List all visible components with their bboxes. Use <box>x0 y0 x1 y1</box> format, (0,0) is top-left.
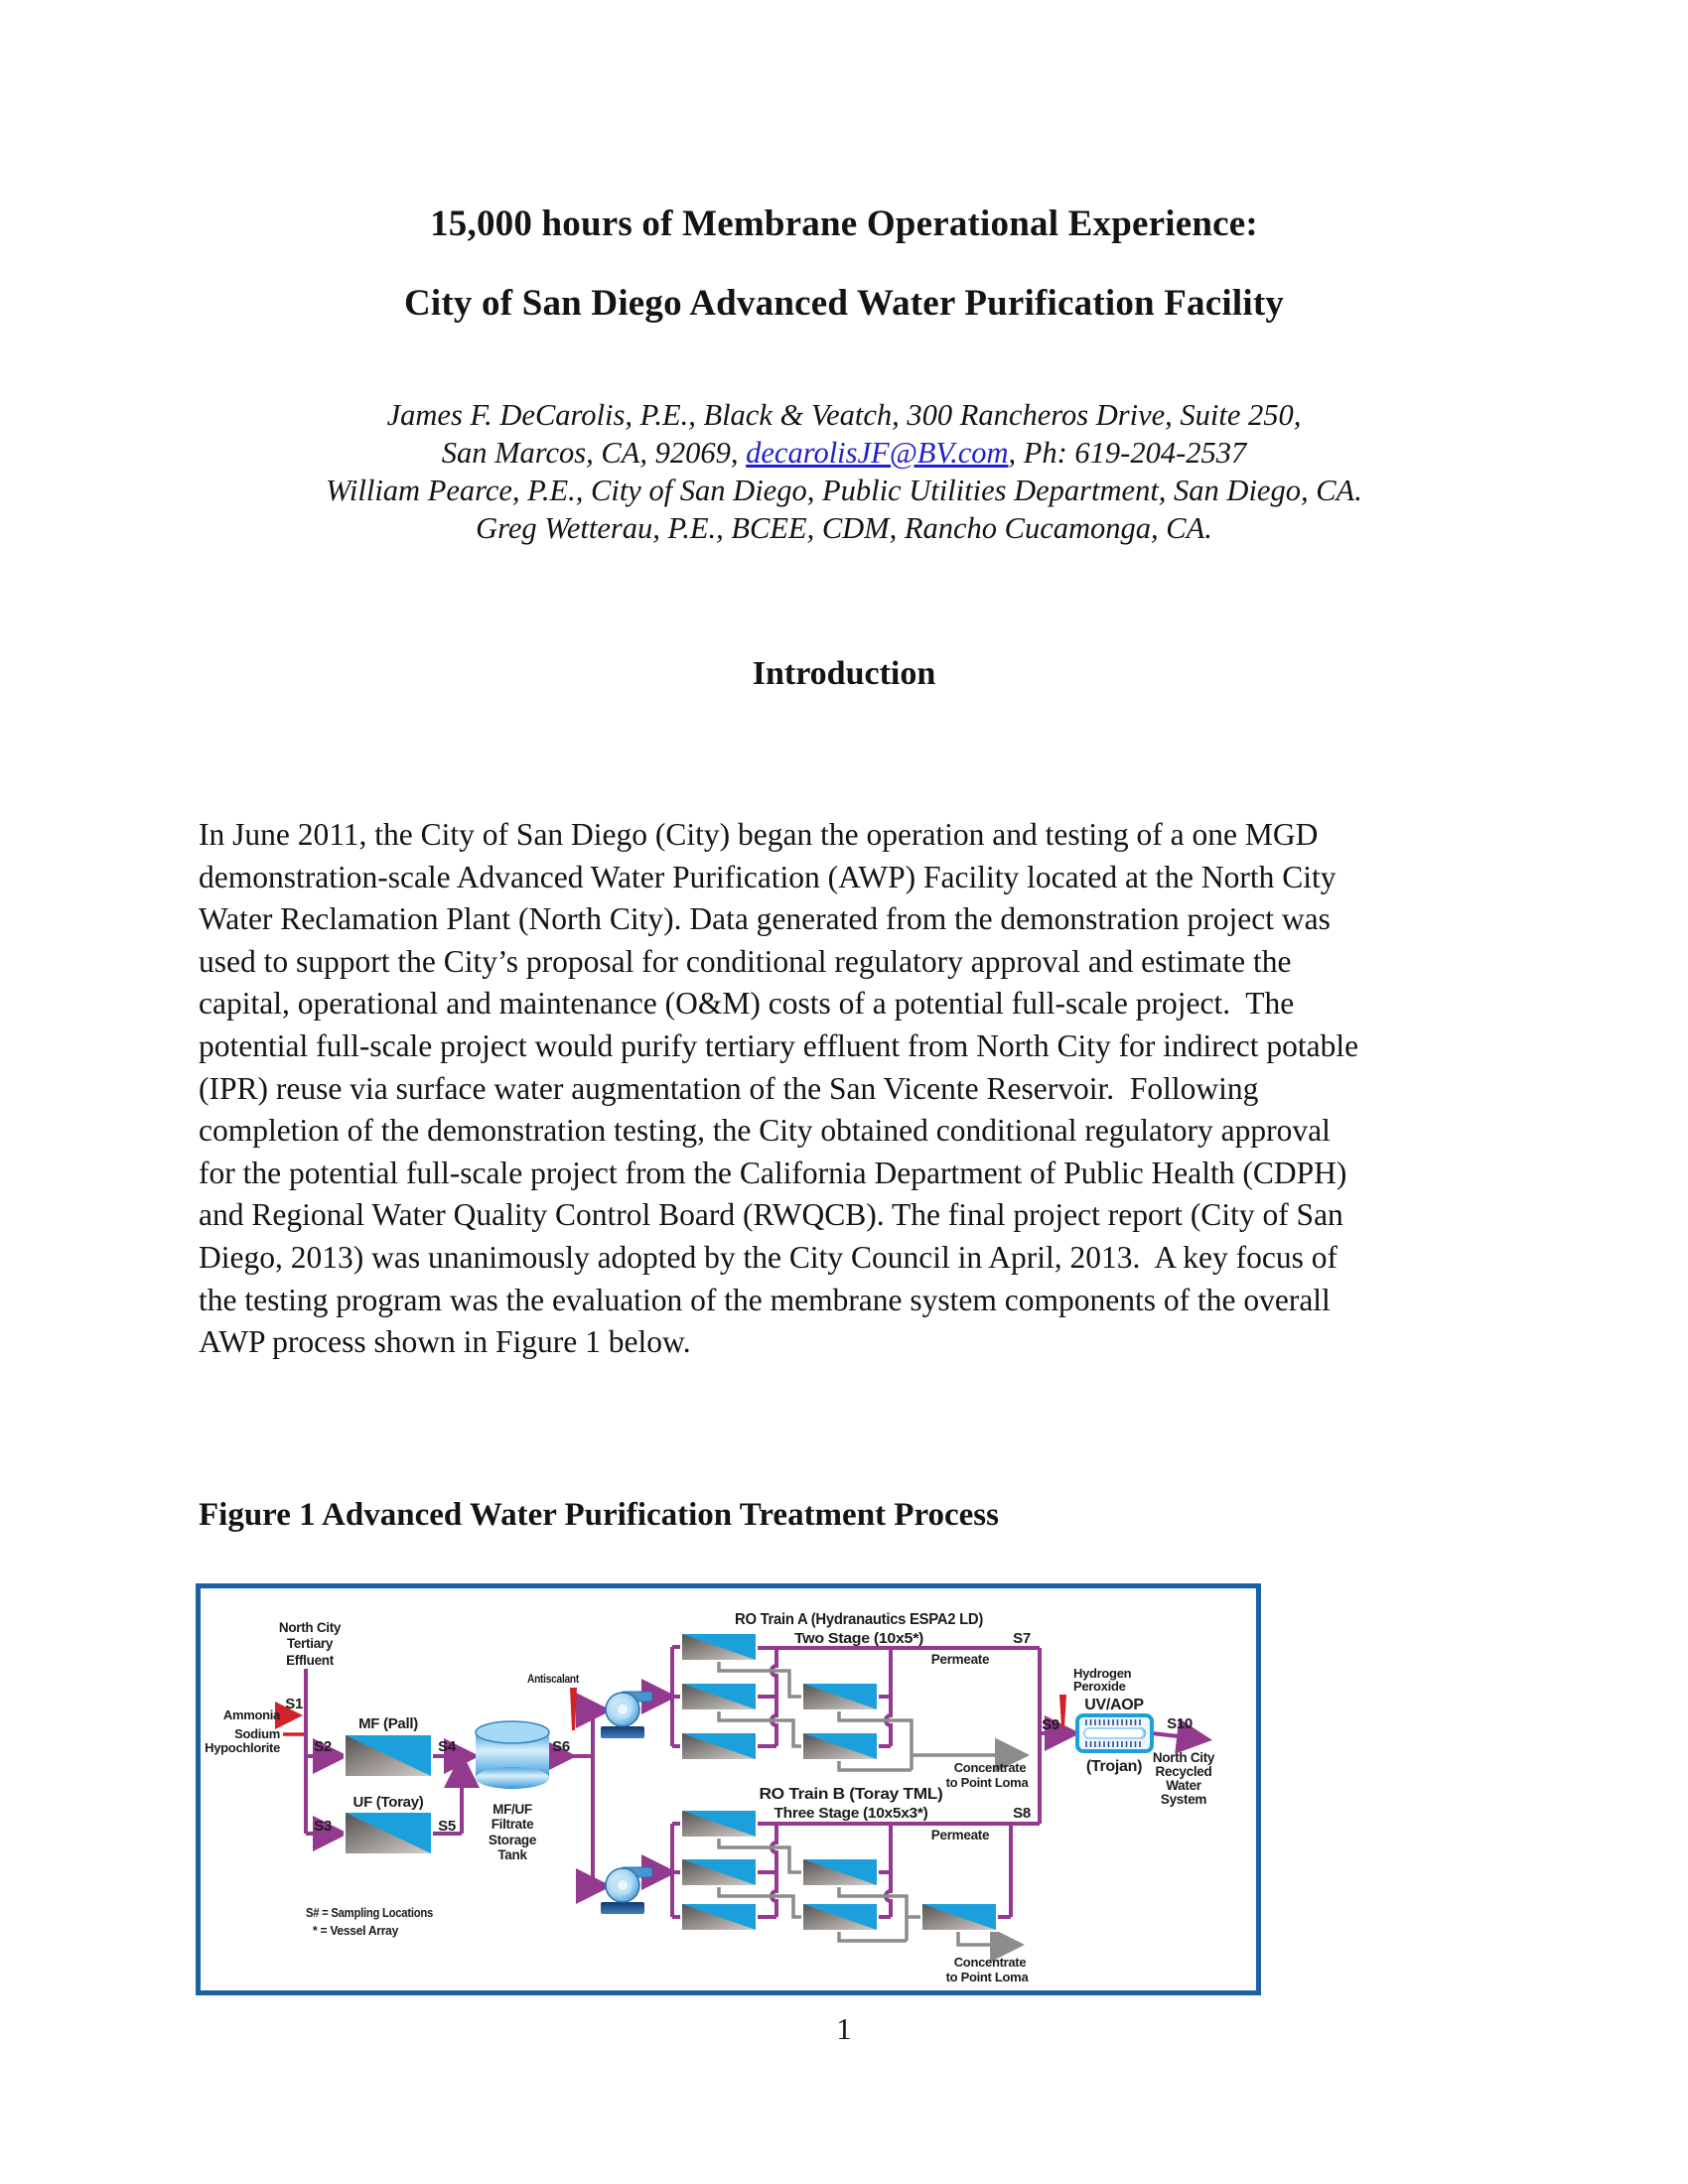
label-train-b-sub: Three Stage (10x5x3*) <box>774 1805 928 1822</box>
uv-reactor-icon <box>1077 1715 1152 1751</box>
ro-a-stage1-box1 <box>681 1633 757 1661</box>
label-concentrate-b-2: to Point Loma <box>945 1970 1029 1984</box>
label-out-2: Recycled <box>1155 1764 1212 1779</box>
b-concentrate-out <box>958 1931 1018 1945</box>
label-s3: S3 <box>314 1818 332 1835</box>
pump-b-icon <box>601 1867 652 1914</box>
ro-b-stage1-box3 <box>681 1903 757 1931</box>
figure-caption: Figure 1 Advanced Water Purification Treatment Process <box>199 1497 999 1533</box>
label-mf: MF (Pall) <box>358 1715 418 1732</box>
paper-title-line1: 15,000 hours of Membrane Operational Experience: <box>430 204 1258 244</box>
ro-b-stage2-box2 <box>802 1903 878 1931</box>
paragraph-line: In June 2011, the City of San Diego (City) began the operation and testing of a one MGD <box>199 817 1319 852</box>
paragraph-line: used to support the City’s proposal for conditional regulatory approval and estimate the <box>199 943 1292 979</box>
label-tank-3: Storage <box>488 1833 537 1847</box>
page-number: 1 <box>836 2011 852 2046</box>
train-a-feed-manifold <box>672 1647 680 1746</box>
label-feed-source-2: Tertiary <box>286 1636 334 1651</box>
author-line-3: William Pearce, P.E., City of San Diego, Public Utilities Department, San Diego, CA. <box>326 474 1362 507</box>
label-tank-4: Tank <box>497 1847 527 1862</box>
train-b-feed-manifold <box>672 1824 680 1917</box>
train-b-stage2-permeate <box>877 1824 891 1917</box>
ro-a-stage2-box2 <box>802 1732 878 1760</box>
label-concentrate-b-1: Concentrate <box>953 1955 1027 1970</box>
paragraph-line: for the potential full-scale project from the California Department of Public Health (CDPH) <box>199 1155 1347 1190</box>
paragraph-line: demonstration-scale Advanced Water Purification (AWP) Facility located at the North City <box>199 859 1336 894</box>
label-concentrate-a-1: Concentrate <box>953 1760 1027 1775</box>
ro-b-stage3-box1 <box>921 1903 997 1931</box>
label-s4: S4 <box>438 1738 456 1755</box>
label-legend-sampling: S# = Sampling Locations <box>306 1905 434 1920</box>
train-a-stage1-permeate <box>757 1648 776 1746</box>
label-trojan: (Trojan) <box>1085 1758 1143 1775</box>
train-a-stage2-permeate <box>877 1648 891 1746</box>
label-feed-source-1: North City <box>278 1620 342 1635</box>
author-line-2-pre: San Marcos, CA, 92069, <box>441 436 747 470</box>
train-b-stage1-permeate <box>757 1824 776 1917</box>
paragraph-line: Water Reclamation Plant (North City). Data generated from the demonstration project was <box>199 901 1331 937</box>
ro-b-stage1-box1 <box>681 1810 757 1838</box>
label-peroxide-1: Hydrogen <box>1073 1666 1132 1681</box>
email-link[interactable]: decarolisJF@BV.com <box>746 436 1009 470</box>
paragraph-line: AWP process shown in Figure 1 below. <box>199 1324 691 1360</box>
paper-title-line2: City of San Diego Advanced Water Purification Facility <box>403 283 1285 324</box>
ro-b-stage2-box1 <box>802 1858 878 1886</box>
process-diagram-svg <box>196 1583 1261 1995</box>
figure-1 <box>196 1583 1261 1995</box>
ro-a-stage1-box3 <box>681 1732 757 1760</box>
label-feed-source-3: Effluent <box>286 1653 334 1668</box>
label-concentrate-a-2: to Point Loma <box>945 1775 1029 1790</box>
label-permeate-a: Permeate <box>930 1652 990 1667</box>
label-s5: S5 <box>438 1818 456 1835</box>
label-permeate-b: Permeate <box>930 1828 990 1843</box>
label-peroxide-2: Peroxide <box>1073 1679 1126 1694</box>
ro-a-stage2-box1 <box>802 1683 878 1710</box>
label-train-a-sub: Two Stage (10x5*) <box>794 1630 924 1647</box>
label-ammonia: Ammonia <box>222 1707 280 1722</box>
label-antiscalant: Antiscalant <box>527 1672 580 1686</box>
label-sodium: Sodium <box>234 1726 280 1741</box>
label-s7: S7 <box>1013 1630 1031 1647</box>
label-hypochlorite: Hypochlorite <box>205 1740 280 1755</box>
ro-b-stage1-box2 <box>681 1858 757 1886</box>
author-line-2-post: , Ph: 619-204-2537 <box>1008 436 1247 470</box>
antiscalant-feed-tick <box>570 1688 577 1730</box>
label-s8: S8 <box>1013 1805 1031 1822</box>
label-tank-2: Filtrate <box>491 1817 534 1832</box>
paragraph-line: capital, operational and maintenance (O&M) costs of a potential full-scale project. The <box>199 986 1295 1022</box>
label-train-a-title: RO Train A (Hydranautics ESPA2 LD) <box>735 1611 983 1628</box>
label-out-4: System <box>1160 1792 1207 1807</box>
author-line-1: James F. DeCarolis, P.E., Black & Veatch, 300 Rancheros Drive, Suite 250, <box>386 398 1302 432</box>
label-uv-aop: UV/AOP <box>1084 1697 1144 1713</box>
label-train-b-title: RO Train B (Toray TML) <box>759 1786 943 1803</box>
paragraph-line: the testing program was the evaluation of the membrane system components of the overall <box>199 1282 1331 1317</box>
intro-paragraph <box>199 814 1499 1364</box>
label-s1: S1 <box>285 1696 303 1712</box>
uf-membrane-box <box>345 1812 432 1854</box>
peroxide-feed-tick <box>1059 1695 1066 1727</box>
label-uf: UF (Toray) <box>352 1794 424 1811</box>
label-legend-vessel: * = Vessel Array <box>313 1923 399 1938</box>
paragraph-line: completion of the demonstration testing, the City obtained conditional regulatory approval <box>199 1113 1331 1149</box>
label-tank-1: MF/UF <box>492 1802 532 1817</box>
train-b-stage3-permeate <box>996 1824 1011 1917</box>
label-s10: S10 <box>1167 1715 1193 1732</box>
label-out-1: North City <box>1152 1750 1215 1765</box>
paragraph-line: Diego, 2013) was unanimously adopted by the City Council in April, 2013. A key focus of <box>199 1239 1338 1275</box>
s10-line <box>1152 1733 1204 1739</box>
paragraph-line: and Regional Water Quality Control Board (RWQCB). The final project report (City of San <box>199 1197 1343 1233</box>
author-line-4: Greg Wetterau, P.E., BCEE, CDM, Rancho Cucamonga, CA. <box>476 511 1212 545</box>
paragraph-line: (IPR) reuse via surface water augmentation of the San Vicente Reservoir. Following <box>199 1070 1259 1106</box>
label-s6: S6 <box>552 1738 570 1755</box>
ro-a-stage1-box2 <box>681 1683 757 1710</box>
mf-membrane-box <box>345 1734 432 1777</box>
label-s9: S9 <box>1042 1716 1059 1733</box>
paragraph-line: potential full-scale project would purify tertiary effluent from North City for indirect potable <box>199 1027 1359 1063</box>
label-s2: S2 <box>314 1738 332 1755</box>
pump-a-icon <box>601 1692 652 1738</box>
author-block <box>0 396 1688 547</box>
label-out-3: Water <box>1166 1778 1201 1793</box>
author-line-2 <box>0 434 1688 472</box>
section-heading: Introduction <box>752 655 936 692</box>
storage-tank-icon <box>476 1721 549 1789</box>
